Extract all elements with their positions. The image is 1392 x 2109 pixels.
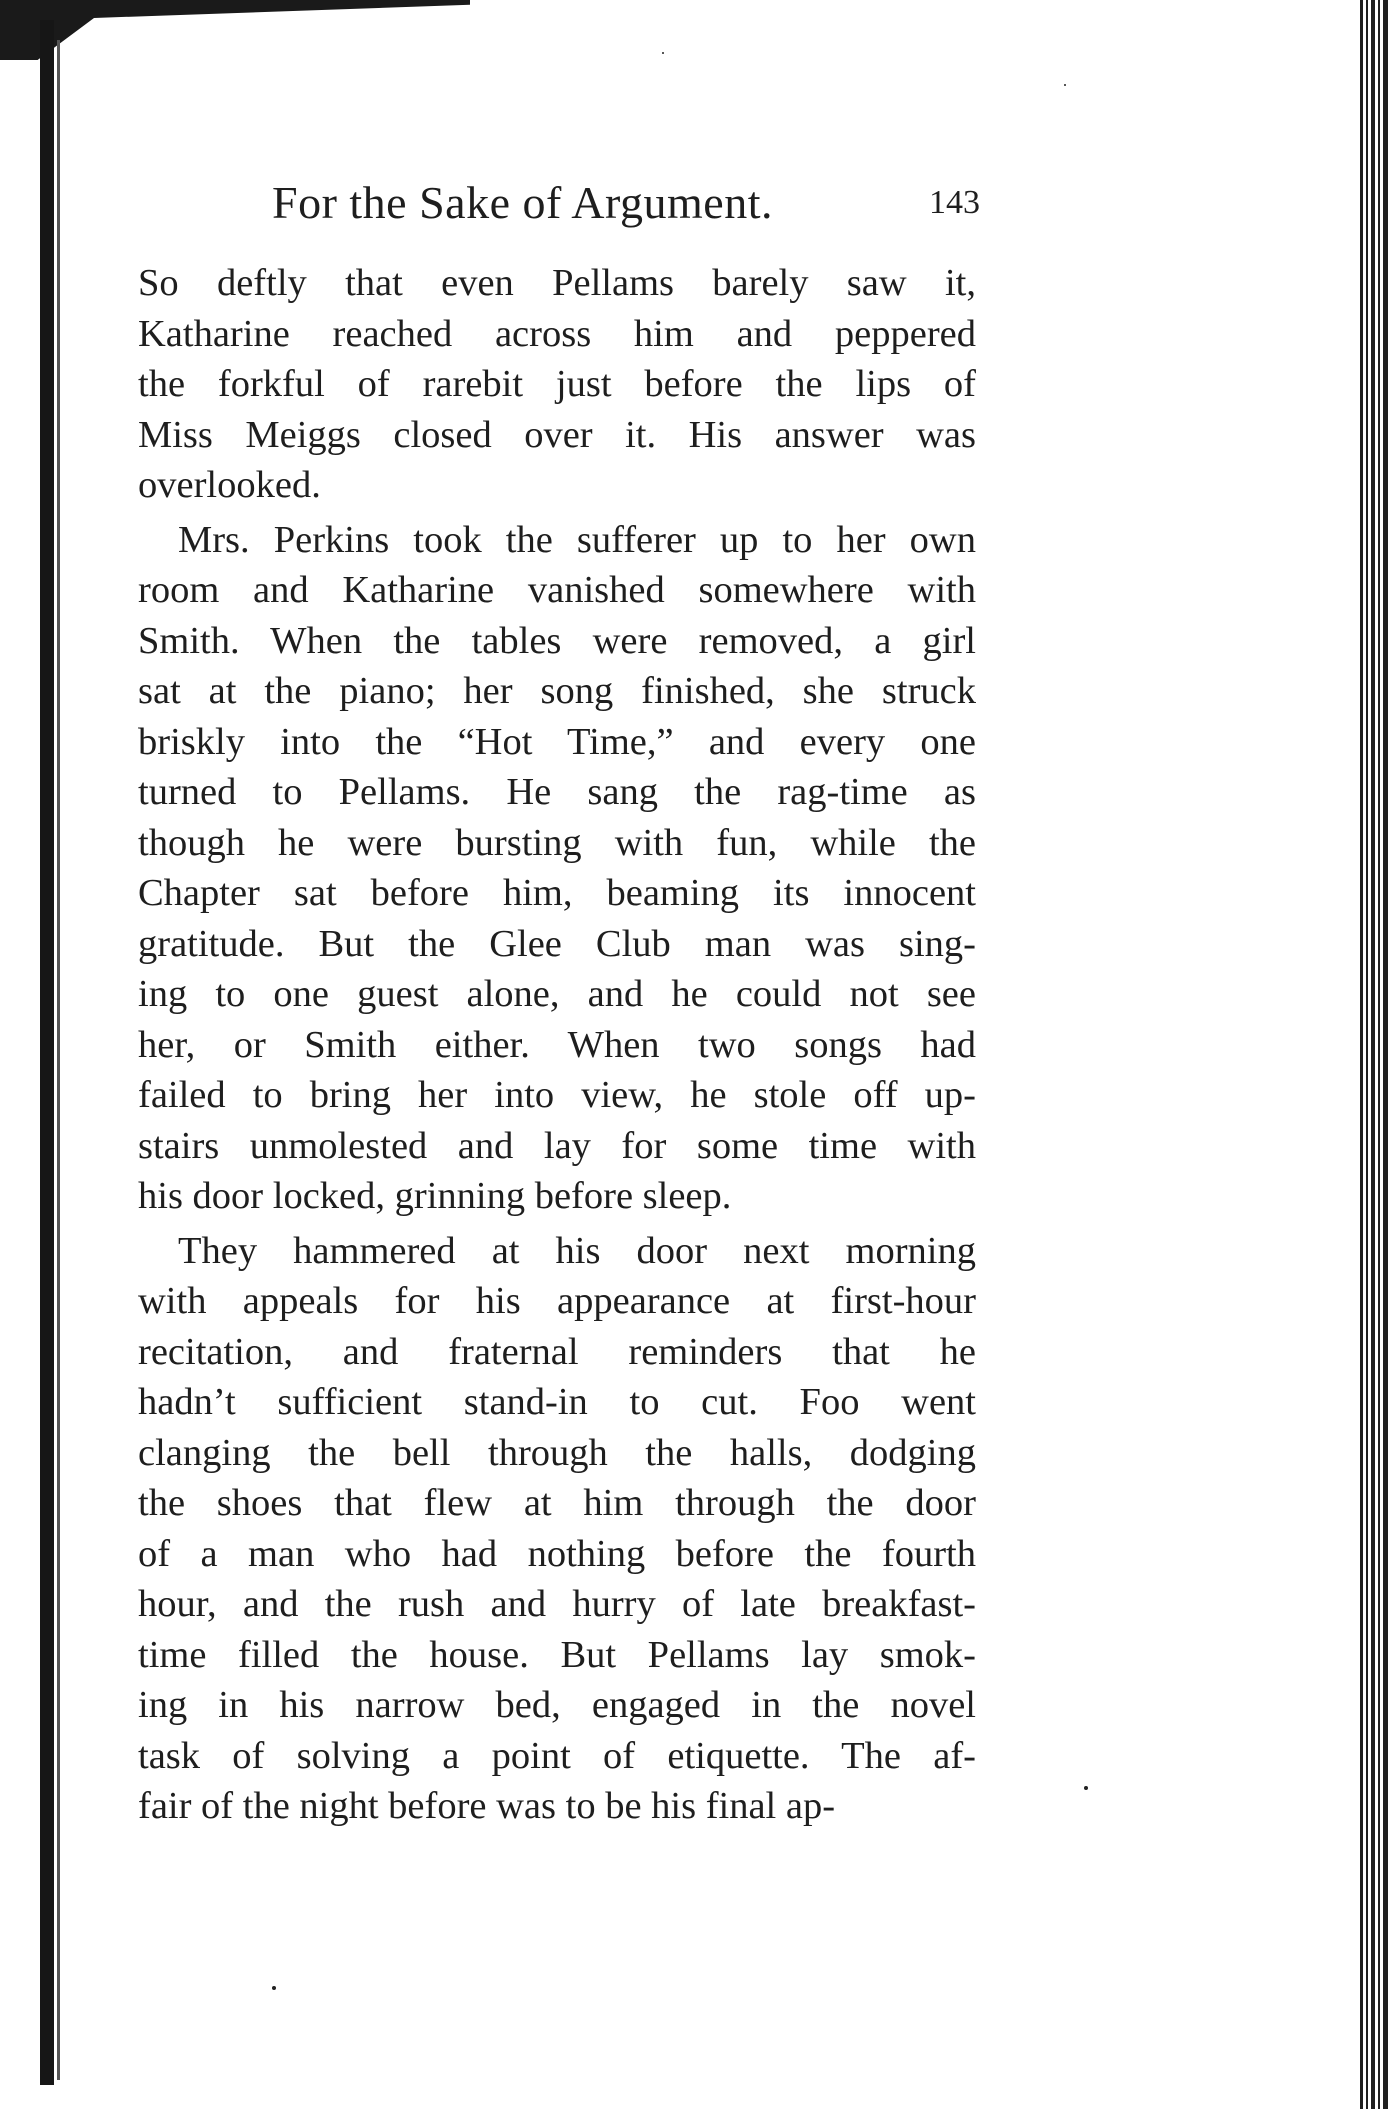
text-line: They hammered at his door next morning [178, 1229, 976, 1272]
text-line: Mrs. Perkins took the sufferer up to her own [178, 518, 976, 561]
text-line: briskly into the “Hot Time,” and every one [138, 720, 976, 763]
text-line: fair of the night before was to be his final ap- [138, 1785, 836, 1827]
text-line: overlooked. [138, 464, 321, 506]
running-title: For the Sake of Argument. [272, 177, 773, 228]
text-line: time filled the house. But Pellams lay smok- [138, 1633, 976, 1676]
text-line: the forkful of rarebit just before the lips of [138, 363, 976, 405]
text-line: Smith. When the tables were removed, a girl [138, 619, 976, 662]
text-line: task of solving a point of etiquette. The af- [138, 1734, 976, 1777]
text-line: Miss Meiggs closed over it. His answer was [138, 413, 976, 456]
text-line: though he were bursting with fun, while the [138, 821, 976, 864]
page-corner-shadow [0, 0, 470, 60]
paragraph [138, 258, 976, 511]
body-text [138, 258, 976, 1832]
right-page-edge [1352, 0, 1392, 2109]
text-line: failed to bring her into view, he stole off up- [138, 1074, 976, 1116]
text-line: ing to one guest alone, and he could not see [138, 973, 976, 1015]
running-header [272, 176, 980, 236]
text-line: sat at the piano; her song finished, she struck [138, 670, 976, 712]
page-number: 143 [929, 184, 980, 221]
text-line: stairs unmolested and lay for some time with [138, 1124, 976, 1167]
text-line: recitation, and fraternal reminders that he [138, 1330, 976, 1373]
text-line: the shoes that flew at him through the door [138, 1482, 976, 1524]
text-line: ing in his narrow bed, engaged in the novel [138, 1684, 976, 1726]
text-line: of a man who had nothing before the fourth [138, 1532, 976, 1575]
text-line: gratitude. But the Glee Club man was sing- [138, 922, 976, 965]
text-line: turned to Pellams. He sang the rag-time as [138, 771, 976, 813]
text-line: hour, and the rush and hurry of late breakfast- [138, 1583, 976, 1625]
text-line: her, or Smith either. When two songs had [138, 1023, 976, 1066]
page-edge-line [57, 40, 60, 2080]
text-line: with appeals for his appearance at first-hour [138, 1280, 976, 1322]
text-line: hadn’t sufficient stand-in to cut. Foo went [138, 1381, 976, 1423]
paragraph [138, 1226, 976, 1832]
text-line: room and Katharine vanished somewhere with [138, 569, 976, 611]
text-line: his door locked, grinning before sleep. [138, 1175, 732, 1217]
text-line: clanging the bell through the halls, dodging [138, 1431, 976, 1474]
text-line: Chapter sat before him, beaming its innocent [138, 872, 976, 914]
text-line: Katharine reached across him and peppered [138, 312, 976, 355]
page-binding-shadow [40, 20, 54, 2085]
text-line: So deftly that even Pellams barely saw it, [138, 262, 976, 304]
paragraph [138, 515, 976, 1222]
